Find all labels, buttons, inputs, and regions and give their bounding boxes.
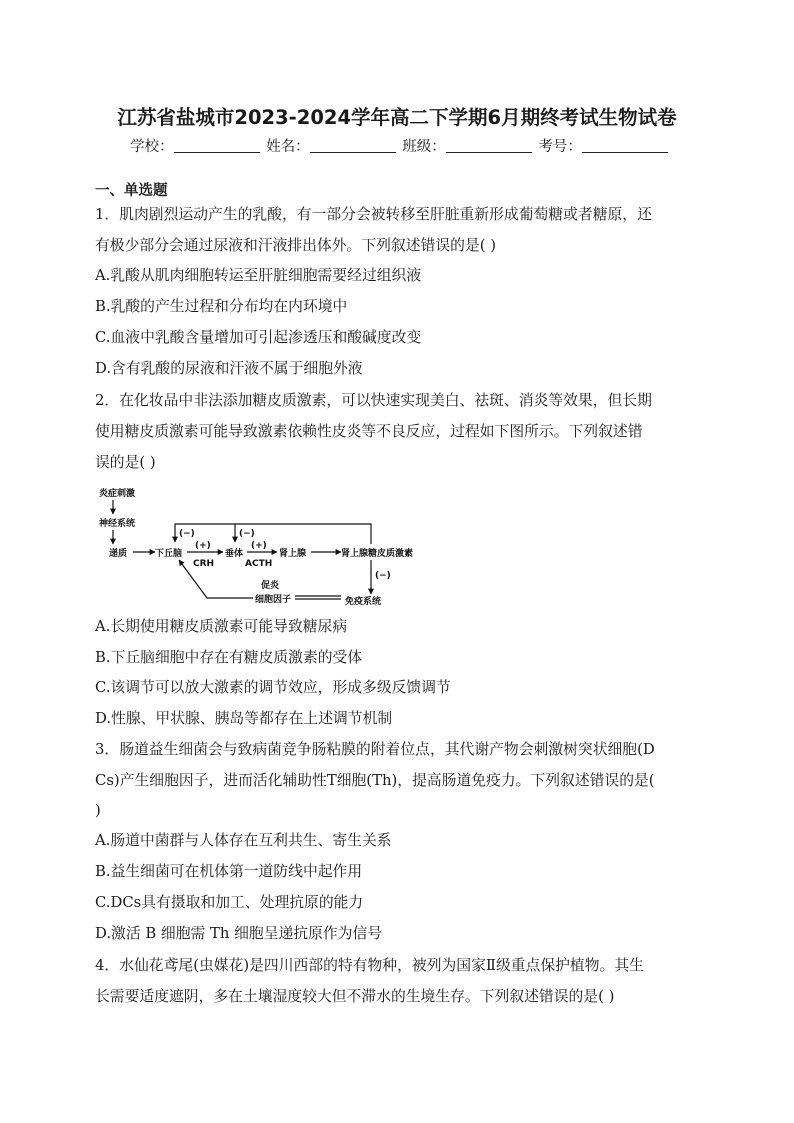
- acth-label: ACTH: [245, 559, 273, 569]
- q4-stem-line-2: 长需要适度遮阴，多在土壤湿度较大但不滞水的生境生存。下列叙述错误的是( ): [95, 988, 615, 1005]
- q1-option-c: C.血液中乳酸含量增加可引起渗透压和酸碱度改变: [95, 329, 422, 346]
- student-info-row: [0, 135, 794, 156]
- q3-stem-line-3: ): [95, 802, 101, 819]
- q2-option-a: A.长期使用糖皮质激素可能导致糖尿病: [95, 618, 348, 635]
- class-label: 班级：: [402, 139, 446, 155]
- q3-option-c: C.DCs具有摄取和加工、处理抗原的能力: [95, 894, 364, 911]
- minus-sign-pituitary: (−): [239, 529, 255, 539]
- minus-sign-immune: (−): [375, 571, 391, 581]
- exam-number-label: 考号：: [538, 139, 582, 155]
- q3-stem-line-2: Cs)产生细胞因子，进而活化辅助性T细胞(Th)，提高肠道免疫力。下列叙述错误的是(: [95, 772, 655, 789]
- q2-stem-line-2: 使用糖皮质激素可能导致激素依赖性皮炎等不良反应，过程如下图所示。下列叙述错: [95, 423, 643, 440]
- plus-sign-acth: (+): [251, 541, 267, 551]
- q2-stem-line-1: 2．在化妆品中非法添加糖皮质激素，可以快速实现美白、祛斑、消炎等效果，但长期: [95, 392, 652, 409]
- class-blank: [446, 138, 532, 153]
- plus-sign-crh: (+): [195, 541, 211, 551]
- q1-option-b: B.乳酸的产生过程和分布均在内环境中: [95, 298, 348, 315]
- glucocorticoid-label: 肾上腺糖皮质激素: [341, 549, 414, 559]
- adrenal-label: 肾上腺: [279, 549, 307, 559]
- q1-stem-line-1: 1．肌肉剧烈运动产生的乳酸，有一部分会被转移至肝脏重新形成葡萄糖或者糖原，还: [95, 206, 652, 223]
- q3-stem-line-1: 3．肠道益生细菌会与致病菌竞争肠粘膜的附着位点，其代谢产物会刺激树突状细胞(D: [95, 741, 655, 758]
- hypothalamus-label: 下丘脑: [155, 549, 183, 559]
- name-label: 姓名：: [266, 139, 310, 155]
- crh-label: CRH: [193, 559, 215, 569]
- q2-stem-line-3: 误的是( ): [95, 454, 156, 471]
- immune-system-label: 免疫系统: [345, 597, 382, 607]
- cytokine-label-2: 细胞因子: [255, 595, 292, 605]
- page-title: 江苏省盐城市2023-2024学年高二下学期6月期终考试生物试卷: [117, 106, 677, 129]
- name-blank: [310, 138, 396, 153]
- hormone-regulation-diagram: [95, 484, 435, 608]
- q3-option-b: B.益生细菌可在机体第一道防线中起作用: [95, 863, 363, 880]
- q2-option-c: C.该调节可以放大激素的调节效应，形成多级反馈调节: [95, 679, 451, 696]
- q1-stem-line-2: 有极少部分会通过尿液和汗液排出体外。下列叙述错误的是( ): [95, 237, 496, 254]
- cytokine-label-1: 促炎: [261, 581, 280, 591]
- q1-option-d: D.含有乳酸的尿液和汗液不属于细胞外液: [95, 360, 363, 377]
- q3-option-d: D.激活 B 细胞需 Th 细胞呈递抗原作为信号: [95, 925, 383, 942]
- minus-sign-hypothalamus: (−): [179, 529, 195, 539]
- q4-stem-line-1: 4．水仙花鸢尾(虫媒花)是四川西部的特有物种，被列为国家Ⅱ级重点保护植物。其生: [95, 957, 644, 974]
- transmitter-label: 递质: [109, 549, 128, 559]
- q2-option-b: B.下丘脑细胞中存在有糖皮质激素的受体: [95, 649, 363, 666]
- school-blank: [174, 138, 260, 153]
- school-label: 学校：: [130, 139, 174, 155]
- exam-number-blank: [582, 138, 668, 153]
- q3-option-a: A.肠道中菌群与人体存在互利共生、寄生关系: [95, 832, 392, 849]
- nervous-system-label: 神经系统: [99, 519, 136, 529]
- pituitary-label: 垂体: [225, 549, 244, 559]
- q2-option-d: D.性腺、甲状腺、胰岛等都存在上述调节机制: [95, 710, 393, 727]
- q1-option-a: A.乳酸从肌肉细胞转运至肝脏细胞需要经过组织液: [95, 267, 422, 284]
- section-heading: 一、单选题: [95, 183, 168, 199]
- arrow-cytokine-hypothalamus: [179, 560, 253, 598]
- inflammation-label: 炎症刺激: [99, 489, 136, 499]
